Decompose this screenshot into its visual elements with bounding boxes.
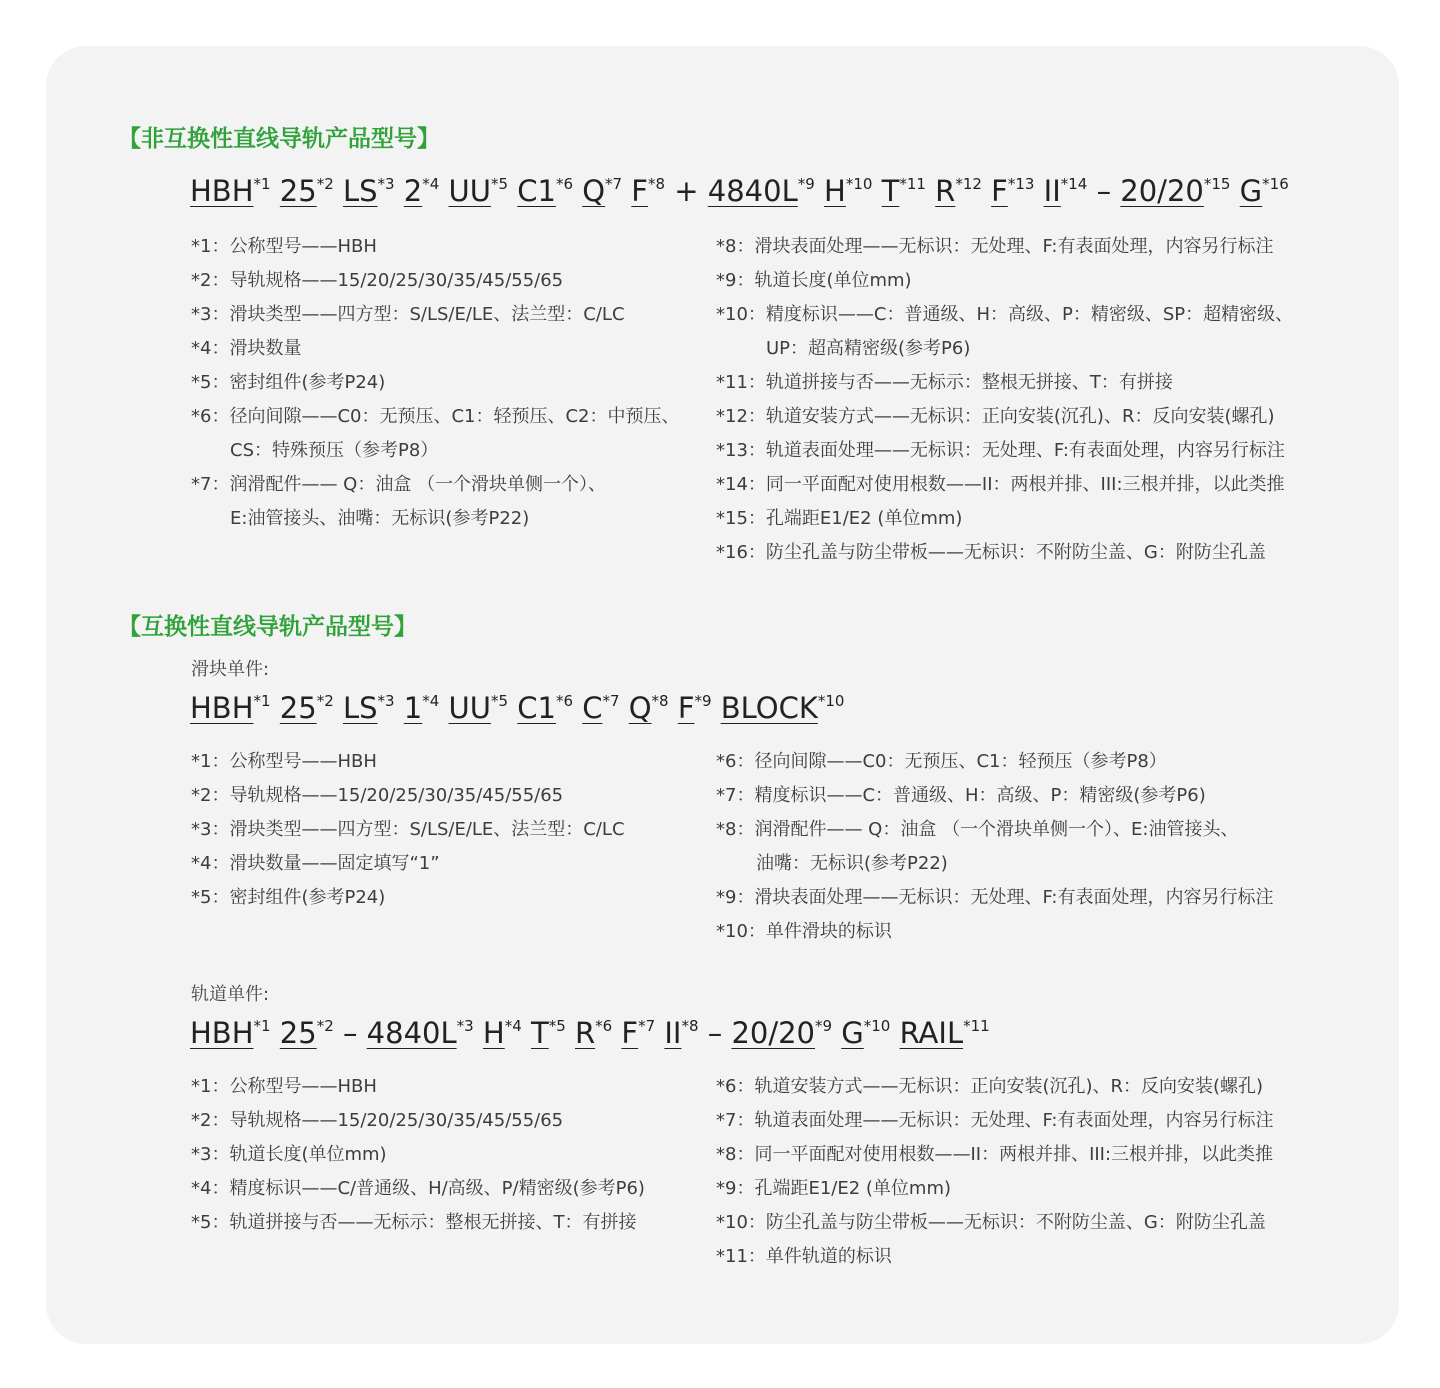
notes-right-rail bbox=[716, 1070, 1273, 1274]
code-token: T bbox=[530, 1016, 549, 1050]
notes-right-non-interchangeable bbox=[716, 230, 1293, 570]
block-unit-label: 滑块单件: bbox=[191, 659, 270, 680]
note-item: *10：防尘孔盖与防尘带板——无标识：不附防尘盖、G：附防尘孔盖 bbox=[716, 1212, 1266, 1233]
note-item: *7：精度标识——C：普通级、H：高级、P：精密级(参考P6) bbox=[716, 785, 1206, 806]
code-token: G bbox=[841, 1016, 864, 1050]
rail-unit-label: 轨道单件: bbox=[191, 984, 270, 1005]
note-item: *15：孔端距E1/E2 (单位mm) bbox=[716, 508, 963, 529]
note-item: *8：同一平面配对使用根数——II：两根并排、III:三根并排，以此类推 bbox=[716, 1144, 1274, 1165]
note-item: *5：轨道拼接与否——无标示：整根无拼接、T：有拼接 bbox=[191, 1212, 637, 1233]
code-token: C bbox=[582, 691, 603, 725]
section-title-interchangeable: 【互换性直线导轨产品型号】 bbox=[118, 614, 417, 640]
code-token: HBH bbox=[190, 174, 254, 208]
note-item: *10：精度标识——C：普通级、H：高级、P：精密级、SP：超精密级、 bbox=[716, 304, 1294, 325]
code-separator: – bbox=[707, 1016, 723, 1050]
note-item: *3：滑块类型——四方型：S/LS/E/LE、法兰型：C/LC bbox=[191, 304, 625, 325]
code-token: 1 bbox=[403, 691, 423, 725]
code-token: II bbox=[664, 1016, 682, 1050]
note-item: *3：滑块类型——四方型：S/LS/E/LE、法兰型：C/LC bbox=[191, 819, 625, 840]
note-item: *3：轨道长度(单位mm) bbox=[191, 1144, 387, 1165]
note-item: *2：导轨规格——15/20/25/30/35/45/55/65 bbox=[191, 785, 564, 806]
code-token: HBH bbox=[190, 1016, 254, 1050]
note-item: 油嘴：无标识(参考P22) bbox=[756, 853, 948, 874]
note-item: *10：单件滑块的标识 bbox=[716, 921, 892, 942]
code-token: 25 bbox=[279, 691, 317, 725]
note-item: *1：公称型号——HBH bbox=[191, 751, 377, 772]
note-item: E:油管接头、油嘴：无标识(参考P22) bbox=[230, 508, 530, 529]
note-item: *2：导轨规格——15/20/25/30/35/45/55/65 bbox=[191, 1110, 564, 1131]
note-item: *12：轨道安装方式——无标识：正向安装(沉孔)、R：反向安装(螺孔) bbox=[716, 406, 1275, 427]
note-item: *9：滑块表面处理——无标识：无处理、F:有表面处理，内容另行标注 bbox=[716, 887, 1274, 908]
note-item: *16：防尘孔盖与防尘带板——无标识：不附防尘盖、G：附防尘孔盖 bbox=[716, 542, 1266, 563]
code-separator: – bbox=[342, 1016, 358, 1050]
code-token: C1 bbox=[517, 691, 556, 725]
code-token: BLOCK bbox=[720, 691, 818, 725]
code-separator: – bbox=[1096, 174, 1112, 208]
note-item: *4：精度标识——C/普通级、H/高级、P/精密级(参考P6) bbox=[191, 1178, 645, 1199]
code-token: R bbox=[935, 174, 956, 208]
note-item: *4：滑块数量 bbox=[191, 338, 302, 359]
note-item: *1：公称型号——HBH bbox=[191, 1076, 377, 1097]
notes-left-rail bbox=[191, 1070, 645, 1240]
code-token: H bbox=[482, 1016, 505, 1050]
note-item: *8：润滑配件—— Q：油盒 （一个滑块单侧一个）、E:油管接头、 bbox=[716, 819, 1239, 840]
code-token: 25 bbox=[279, 1016, 317, 1050]
note-item: *9：轨道长度(单位mm) bbox=[716, 270, 912, 291]
note-item: *5：密封组件(参考P24) bbox=[191, 887, 386, 908]
note-item: *11：轨道拼接与否——无标示：整根无拼接、T：有拼接 bbox=[716, 372, 1173, 393]
code-token: Q bbox=[628, 691, 652, 725]
model-code-block: HBH$^{*1}$ 25$^{*2}$ LS$^{*3}$ 1$^{*4}$ UU$^{*5}$ C1$^{*6}$ $C^{*7}$ $Q^{*8}$ $F^{*9}$ BLOCK$^{*10}$ bbox=[190, 691, 845, 725]
code-token: II bbox=[1043, 174, 1061, 208]
code-token: 4840L bbox=[707, 174, 798, 208]
code-token: R bbox=[574, 1016, 596, 1050]
code-token: 20/20 bbox=[1120, 174, 1204, 208]
code-token: HBH bbox=[190, 691, 254, 725]
notes-left-block bbox=[191, 745, 625, 915]
code-token: LS bbox=[342, 174, 378, 208]
code-token: UU bbox=[448, 174, 491, 208]
code-token: LS bbox=[342, 691, 378, 725]
note-item: UP：超高精密级(参考P6) bbox=[766, 338, 971, 359]
code-token: T bbox=[881, 174, 900, 208]
note-item: *9：孔端距E1/E2 (单位mm) bbox=[716, 1178, 952, 1199]
code-token: F bbox=[677, 691, 695, 725]
code-token: 2 bbox=[403, 174, 423, 208]
code-token: 4840L bbox=[366, 1016, 457, 1050]
code-token: 25 bbox=[279, 174, 317, 208]
note-item: *6：径向间隙——C0：无预压、C1：轻预压、C2：中预压、 bbox=[191, 406, 680, 427]
code-token: RAIL bbox=[899, 1016, 964, 1050]
note-item: *7：轨道表面处理——无标识：无处理、F:有表面处理，内容另行标注 bbox=[716, 1110, 1274, 1131]
code-token: Q bbox=[582, 174, 606, 208]
model-code-rail: HBH$^{*1}$ $25^{*2} - 4840L^{*3}$ $H^{*4}$ $T^{*5}$ $R^{*6}$ $F^{*7}$ II$^{*8}$ – 20/20$^{*9}$ $G^{*10}$ RAIL$^{*11}$ bbox=[190, 1016, 990, 1050]
note-item: *14：同一平面配对使用根数——II：两根并排、III:三根并排，以此类推 bbox=[716, 474, 1285, 495]
model-code-non-interchangeable: HBH$^{*1}$ 25$^{*2}$ LS$^{*3}$ 2$^{*4}$ UU$^{*5}$ C1$^{*6}$ $Q^{*7}$ $F^{*8} + 4840L^{*9}$ $H^{*10}$ $T^{*11}$ $R^{*12}$ $F^{*13}$ II$^{*14}$ – 20/20$^{*15}$ $G^{*16}$ bbox=[190, 174, 1289, 208]
code-token: F bbox=[991, 174, 1008, 208]
note-item: *8：滑块表面处理——无标识：无处理、F:有表面处理，内容另行标注 bbox=[716, 236, 1274, 257]
code-token: F bbox=[631, 174, 648, 208]
code-token: C1 bbox=[517, 174, 556, 208]
note-item: *4：滑块数量——固定填写“1” bbox=[191, 853, 440, 874]
note-item: *11：单件轨道的标识 bbox=[716, 1246, 892, 1267]
code-separator: + bbox=[674, 174, 699, 208]
code-token: UU bbox=[448, 691, 491, 725]
note-item: *6：轨道安装方式——无标识：正向安装(沉孔)、R：反向安装(螺孔) bbox=[716, 1076, 1264, 1097]
note-item: CS：特殊预压（参考P8） bbox=[230, 440, 439, 461]
code-token: H bbox=[824, 174, 846, 208]
code-token: F bbox=[621, 1016, 639, 1050]
note-item: *7：润滑配件—— Q：油盒 （一个滑块单侧一个）、 bbox=[191, 474, 607, 495]
section-title-non-interchangeable: 【非互换性直线导轨产品型号】 bbox=[118, 126, 440, 152]
note-item: *13：轨道表面处理——无标识：无处理、F:有表面处理，内容另行标注 bbox=[716, 440, 1285, 461]
notes-right-block bbox=[716, 745, 1273, 949]
code-token: G bbox=[1239, 174, 1263, 208]
code-token: 20/20 bbox=[731, 1016, 816, 1050]
note-item: *6：径向间隙——C0：无预压、C1：轻预压（参考P8） bbox=[716, 751, 1167, 772]
note-item: *5：密封组件(参考P24) bbox=[191, 372, 386, 393]
note-item: *1：公称型号——HBH bbox=[191, 236, 377, 257]
notes-left-non-interchangeable bbox=[191, 230, 680, 536]
note-item: *2：导轨规格——15/20/25/30/35/45/55/65 bbox=[191, 270, 564, 291]
